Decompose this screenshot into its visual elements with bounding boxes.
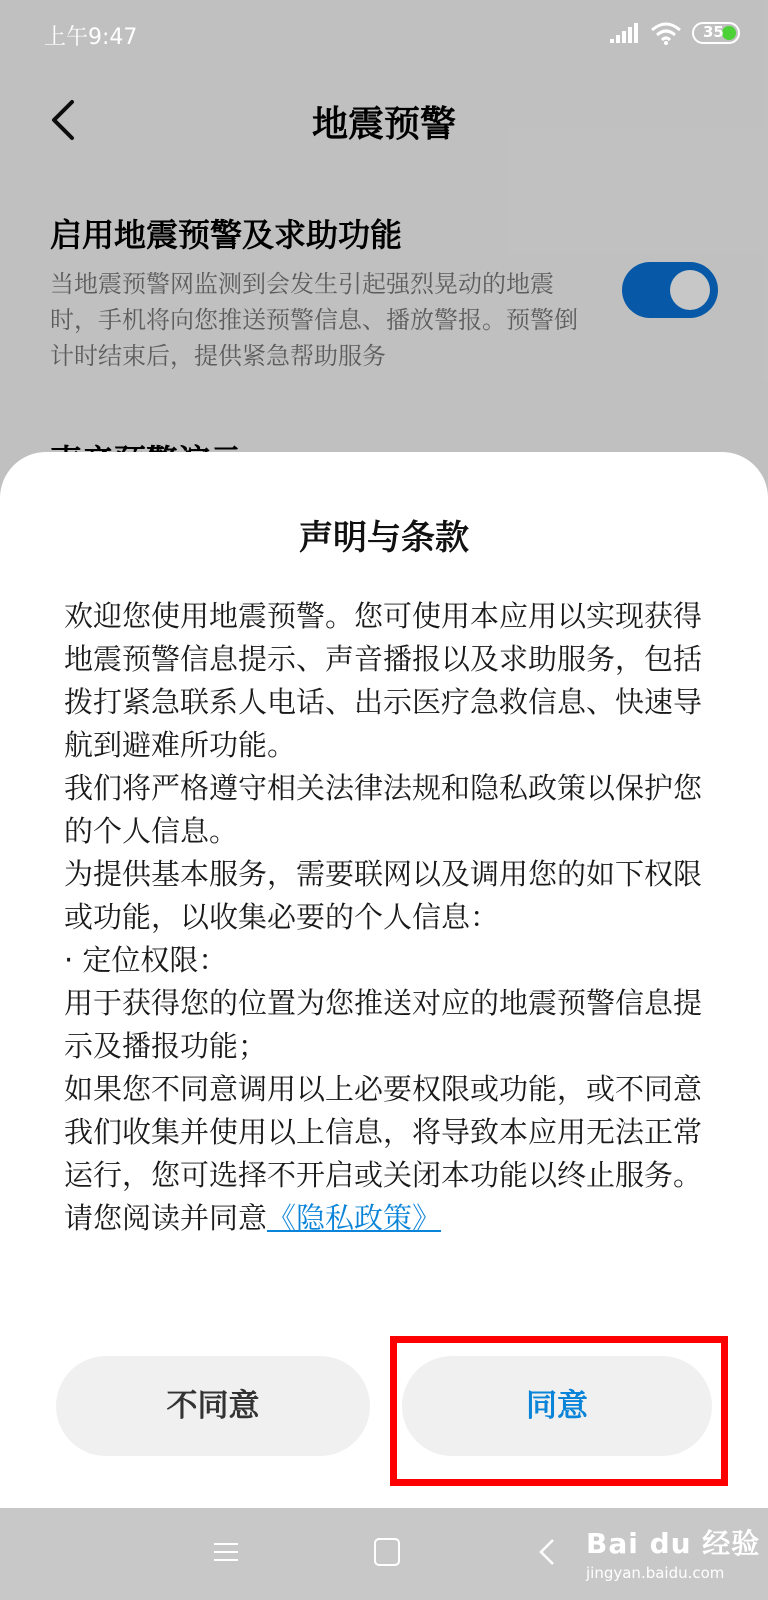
consent-line [64, 1197, 710, 1240]
status-time: 上午9:47 [44, 25, 138, 50]
baidu-watermark [586, 1522, 766, 1592]
menu-icon[interactable] [214, 1540, 238, 1564]
watermark-logo: Bai du 经验 [586, 1527, 761, 1560]
battery-level: 35 [703, 23, 724, 41]
battery-fill [722, 26, 736, 40]
terms-paragraph: 用于获得您的位置为您推送对应的地震预警信息提示及播报功能； [64, 986, 703, 1063]
dialog-body [64, 595, 710, 1240]
signal-icon [610, 23, 644, 45]
terms-paragraph: 我们将严格遵守相关法律法规和隐私政策以保护您的个人信息。 [64, 771, 703, 848]
setting-description: 当地震预警网监测到会发生引起强烈晃动的地震时，手机将向您推送预警信息、播放警报。预警倒计时结束后，提供紧急帮助服务 [50, 270, 578, 370]
dialog-title: 声明与条款 [299, 518, 469, 558]
agree-highlight-box [390, 1336, 728, 1486]
home-icon[interactable] [374, 1538, 400, 1566]
terms-paragraph: · 定位权限： [64, 943, 228, 977]
agree-button[interactable]: 同意 [402, 1356, 712, 1456]
back-icon[interactable] [538, 1538, 556, 1566]
consent-prefix: 请您阅读并同意 [64, 1201, 268, 1235]
terms-paragraph: 为提供基本服务，需要联网以及调用您的如下权限或功能，以收集必要的个人信息： [64, 857, 703, 934]
privacy-policy-link[interactable]: 《隐私政策》 [267, 1201, 442, 1235]
disagree-button[interactable]: 不同意 [56, 1356, 370, 1456]
status-bar [0, 0, 768, 68]
wifi-icon [650, 22, 682, 46]
page-title: 地震预警 [311, 104, 456, 145]
setting-title: 启用地震预警及求助功能 [50, 216, 403, 254]
watermark-url: jingyan.baidu.com [586, 1564, 725, 1582]
terms-paragraph: 如果您不同意调用以上必要权限或功能，或不同意我们收集并使用以上信息，将导致本应用无法正常运行，您可选择不开启或关闭本功能以终止服务。 [64, 1072, 703, 1192]
terms-paragraph: 欢迎您使用地震预警。您可使用本应用以实现获得地震预警信息提示、声音播报以及求助服务，包括拨打紧急联系人电话、出示医疗急救信息、快速导航到避难所功能。 [64, 599, 703, 762]
battery-icon [692, 22, 740, 44]
